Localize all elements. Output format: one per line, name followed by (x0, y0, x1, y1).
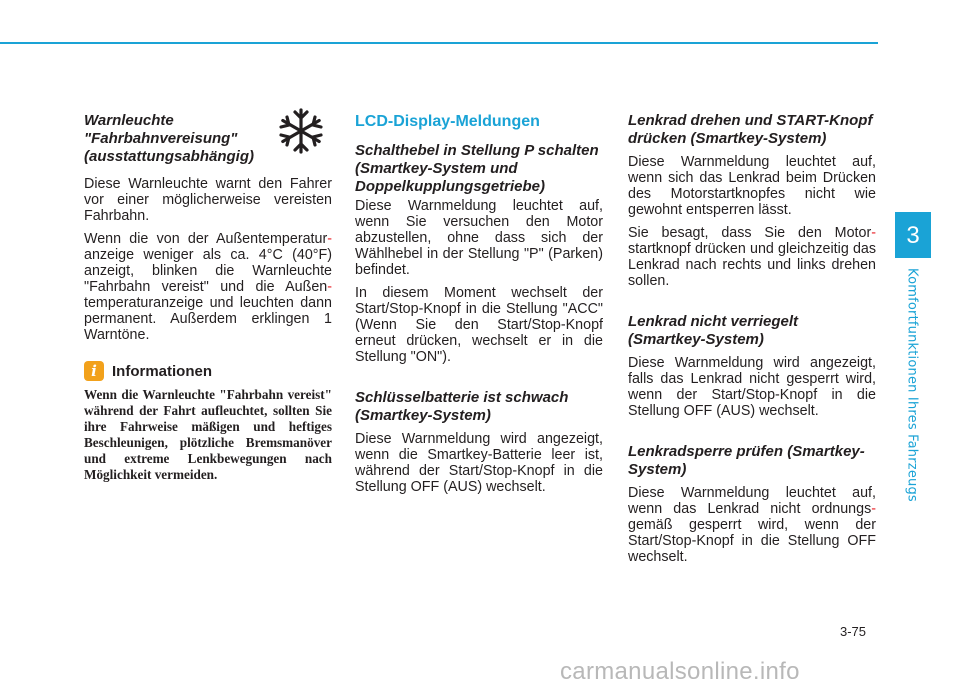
shift-to-p-para-1: Diese Warnmeldung leuchtet auf, wenn Sie versuchen den Motor abzustellen, ohne dass sich der Wählhebel in der Stellung "P" (Parken) befindet. (355, 198, 603, 278)
info-title: Informationen (112, 362, 212, 380)
chapter-title: Komfortfunktionen Ihres Fahrzeugs (904, 268, 920, 502)
turn-wheel-para-1: Diese Warnmeldung leuchtet auf, wenn sich das Lenkrad beim Drücken des Motorstartknopfes nicht wie gewohnt entsperren lässt. (628, 154, 876, 218)
key-battery-title: Schlüsselbatterie ist schwach (Smartkey-System) (355, 389, 569, 424)
check-steering-lock-para-1: Diese Warnmeldung leuchtet auf, wenn das Lenkrad nicht ordnungs- gemäß gesperrt wird, wenn der Start/Stop-Knopf in die Stellung OFF wechselt. (628, 485, 876, 565)
chapter-number: 3 (906, 222, 920, 249)
lcd-messages-heading: LCD-Display-Meldungen (355, 113, 540, 130)
wheel-not-locked-title: Lenkrad nicht verriegelt (Smartkey-System) (628, 313, 799, 348)
section-key-battery (355, 389, 603, 495)
watermark: carmanualsonline.info (560, 658, 800, 685)
chapter-tab (895, 212, 931, 258)
section-wheel-not-locked (628, 313, 876, 419)
ice-warning-para-2: Wenn die von der Außentemperatur- anzeige weniger als ca. 4°C (40°F) anzeigt, blinken die Warnleuchte "Fahrbahn vereist" und die Außen- temperaturanzeige und leuchten dann permanent. Außerdem erklingen 1 Warntöne. (84, 231, 332, 343)
section-heading-ice-warning: Warnleuchte "Fahrbahnvereisung" (ausstattungsabhängig) (84, 112, 255, 165)
chapter-title-vertical (892, 268, 932, 502)
column-1 (84, 112, 332, 483)
section-check-steering-lock (628, 443, 876, 565)
page-number: 3-75 (840, 624, 867, 639)
shift-to-p-title: Schalthebel in Stellung P schalten (Smartkey-System und Doppelkupplungsgetriebe) (355, 142, 599, 195)
turn-wheel-title: Lenkrad drehen und START-Knopf drücken (Smartkey-System) (628, 112, 873, 147)
warning-light-header (84, 112, 332, 166)
wheel-not-locked-para-1: Diese Warnmeldung wird angezeigt, falls das Lenkrad nicht gesperrt wird, wenn der Start/Stop-Knopf in die Stellung OFF (AUS) wechselt. (628, 355, 876, 419)
top-rule (0, 42, 878, 44)
column-3 (628, 112, 876, 565)
section-shift-to-p (355, 142, 603, 365)
check-steering-lock-title: Lenkradsperre prüfen (Smartkey-System) (628, 443, 865, 478)
info-icon: i (84, 361, 104, 381)
column-2 (355, 112, 603, 495)
shift-to-p-para-2: In diesem Moment wechselt der Start/Stop-Knopf in die Stellung "ACC" (Wenn Sie den Start/Stop-Knopf erneut drücken, wechselt er in die Stellung "ON"). (355, 285, 603, 365)
section-turn-wheel (628, 112, 876, 289)
turn-wheel-para-2: Sie besagt, dass Sie den Motor- startknopf drücken und gleichzeitig das Lenkrad nach rechts und links drehen sollen. (628, 225, 876, 289)
snowflake-icon (274, 106, 328, 156)
ice-warning-para-1: Diese Warnleuchte warnt den Fahrer vor einer möglicherweise vereisten Fahrbahn. (84, 176, 332, 224)
info-text: Wenn die Warnleuchte "Fahrbahn vereist" während der Fahrt aufleuchtet, sollten Sie ihre Fahrweise mäßigen und heftiges Beschleunigen, plötzliche Bremsmanöver und extreme Lenkbewegungen nach Möglichkeit vermeiden. (84, 387, 332, 482)
info-box-header (84, 361, 332, 381)
key-battery-para-1: Diese Warnmeldung wird angezeigt, wenn die Smartkey-Batterie leer ist, während der Start/Stop-Knopf in die Stellung OFF (AUS) wechselt. (355, 431, 603, 495)
